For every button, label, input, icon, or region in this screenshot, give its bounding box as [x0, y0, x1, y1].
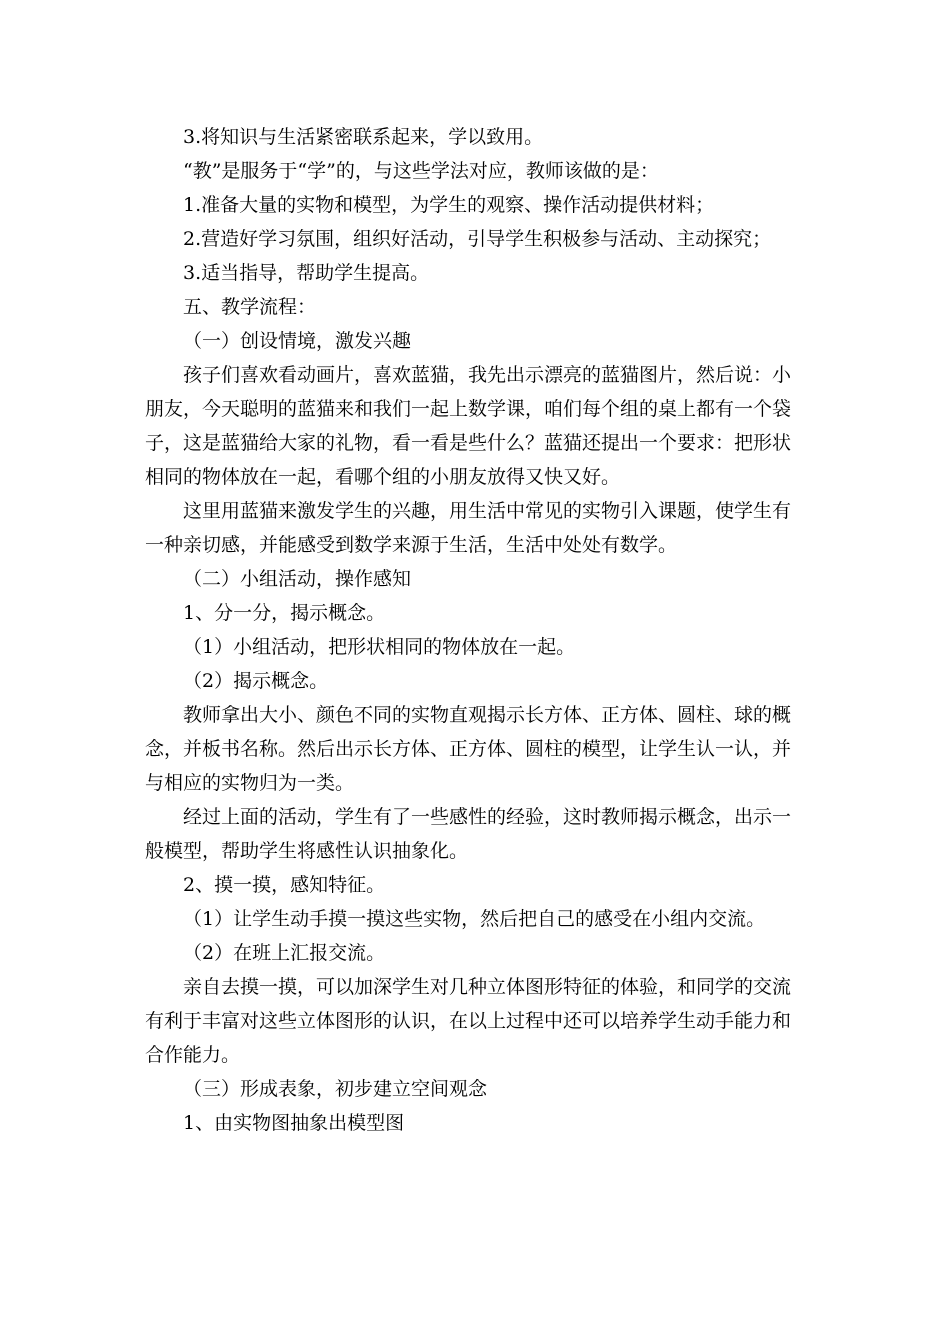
paragraph-concepts: 教师拿出大小、颜色不同的实物直观揭示长方体、正方体、圆柱、球的概念，并板书名称。然后出示长方体、正方体、圆柱的模型，让学生认一认，并与相应的实物归为一类。 [145, 704, 792, 794]
paragraph-method-3: 3.将知识与生活紧密联系起来，学以致用。 [183, 126, 544, 148]
subheading-group-activity: （二）小组活动，操作感知 [183, 568, 412, 590]
paragraph-teacher-1: 1.准备大量的实物和模型，为学生的观察、操作活动提供材料； [183, 194, 715, 216]
step-touch-1: （1）让学生动手摸一摸这些实物，然后把自己的感受在小组内交流。 [183, 908, 766, 930]
paragraph-teacher-3: 3.适当指导，帮助学生提高。 [183, 262, 430, 284]
step-touch: 2、摸一摸，感知特征。 [183, 874, 386, 896]
step-touch-2: （2）在班上汇报交流。 [183, 942, 386, 964]
paragraph-abstract: 经过上面的活动，学生有了一些感性的经验，这时教师揭示概念，出示一般模型，帮助学生将感性认识抽象化。 [145, 806, 792, 862]
paragraph-blue-cat: 孩子们喜欢看动画片，喜欢蓝猫，我先出示漂亮的蓝猫图片，然后说：小朋友，今天聪明的蓝猫来和我们一起上数学课，咱们每个组的桌上都有一个袋子，这是蓝猫给大家的礼物，看一看是些什么？蓝猫还提出一个要求：把形状相同的物体放在一起，看哪个组的小朋友放得又快又好。 [145, 364, 792, 488]
step-model: 1、由实物图抽象出模型图 [183, 1112, 405, 1134]
section-heading-process: 五、教学流程： [183, 296, 317, 318]
paragraph-teaching-intro: “教”是服务于“学”的，与这些学法对应，教师该做的是： [183, 160, 659, 182]
paragraph-touch-reason: 亲自去摸一摸，可以加深学生对几种立体图形特征的体验，和同学的交流有利于丰富对这些立体图形的认识，在以上过程中还可以培养学生动手能力和合作能力。 [145, 976, 792, 1066]
subheading-situation: （一）创设情境，激发兴趣 [183, 330, 412, 352]
step-sort-2: （2）揭示概念。 [183, 670, 329, 692]
paragraph-blue-cat-reason: 这里用蓝猫来激发学生的兴趣，用生活中常见的实物引入课题，使学生有一种亲切感，并能感受到数学来源于生活，生活中处处有数学。 [145, 500, 792, 556]
subheading-spatial: （三）形成表象，初步建立空间观念 [183, 1078, 488, 1100]
document-page [145, 120, 805, 1140]
step-sort-1: （1）小组活动，把形状相同的物体放在一起。 [183, 636, 576, 658]
step-sort: 1、分一分，揭示概念。 [183, 602, 386, 624]
paragraph-teacher-2: 2.营造好学习氛围，组织好活动，引导学生积极参与活动、主动探究； [183, 228, 772, 250]
